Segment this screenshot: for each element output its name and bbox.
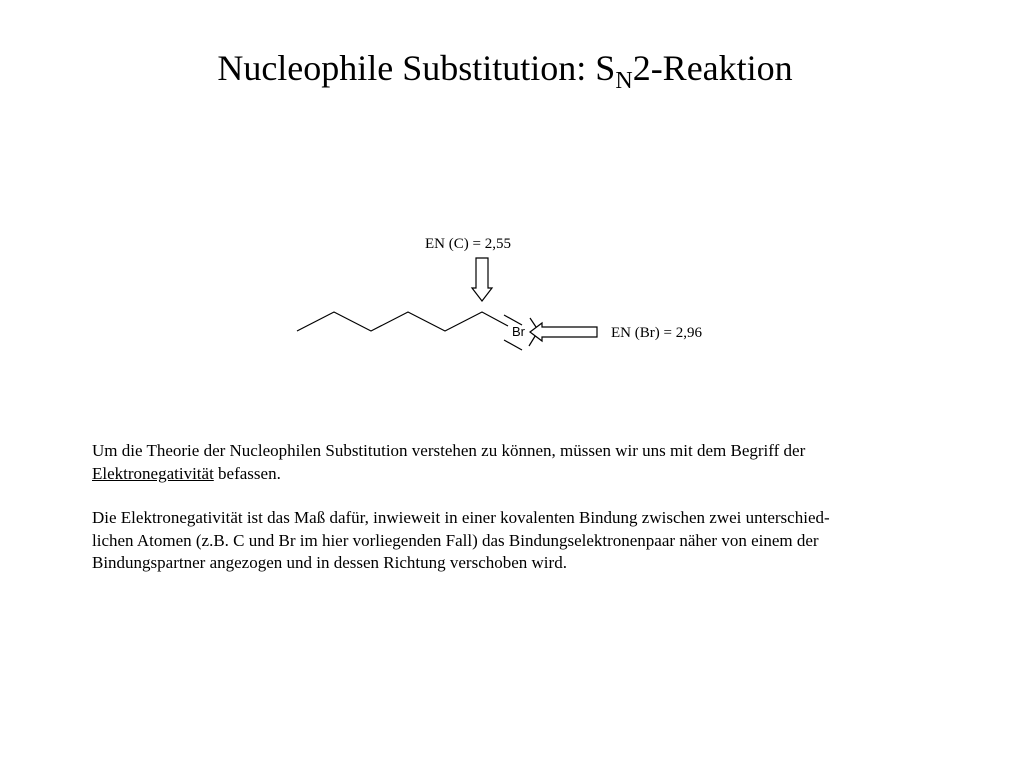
en-carbon-label: EN (C) = 2,55 bbox=[425, 236, 511, 252]
title-prefix: Nucleophile Substitution: S bbox=[217, 48, 616, 88]
carbon-arrow bbox=[472, 258, 492, 301]
title-suffix: 2-Reaktion bbox=[632, 48, 793, 88]
en-bromine-label: EN (Br) = 2,96 bbox=[611, 325, 702, 341]
paragraph-intro-end: befassen. bbox=[213, 463, 281, 483]
title-subscript: N bbox=[615, 68, 633, 94]
bromine-arrow bbox=[530, 323, 597, 341]
lone-pair-mark-lower-left bbox=[504, 340, 522, 350]
definition-line-2: lichen Atomen (z.B. C und Br im hier vorliegenden Fall) das Bindungselektronenpaar näher von einem der bbox=[92, 530, 819, 550]
definition-line-3: Bindungspartner angezogen und in dessen Richtung verschoben wird. bbox=[92, 553, 567, 572]
term-electronegativity: Elektronegativität bbox=[92, 463, 214, 483]
definition-line-1: Die Elektronegativität ist das Maß dafür, inwieweit in einer kovalenten Bindung zwischen zwei unterschied- bbox=[92, 508, 830, 527]
bromine-atom: Br bbox=[512, 324, 525, 339]
carbon-chain bbox=[297, 312, 508, 331]
body-text bbox=[92, 440, 972, 597]
paragraph-intro-start: Um die Theorie der Nucleophilen Substitution verstehen zu können, müssen wir uns mit dem Begriff der bbox=[92, 441, 806, 460]
paragraph-intro bbox=[92, 440, 972, 485]
paragraph-definition bbox=[92, 507, 972, 575]
